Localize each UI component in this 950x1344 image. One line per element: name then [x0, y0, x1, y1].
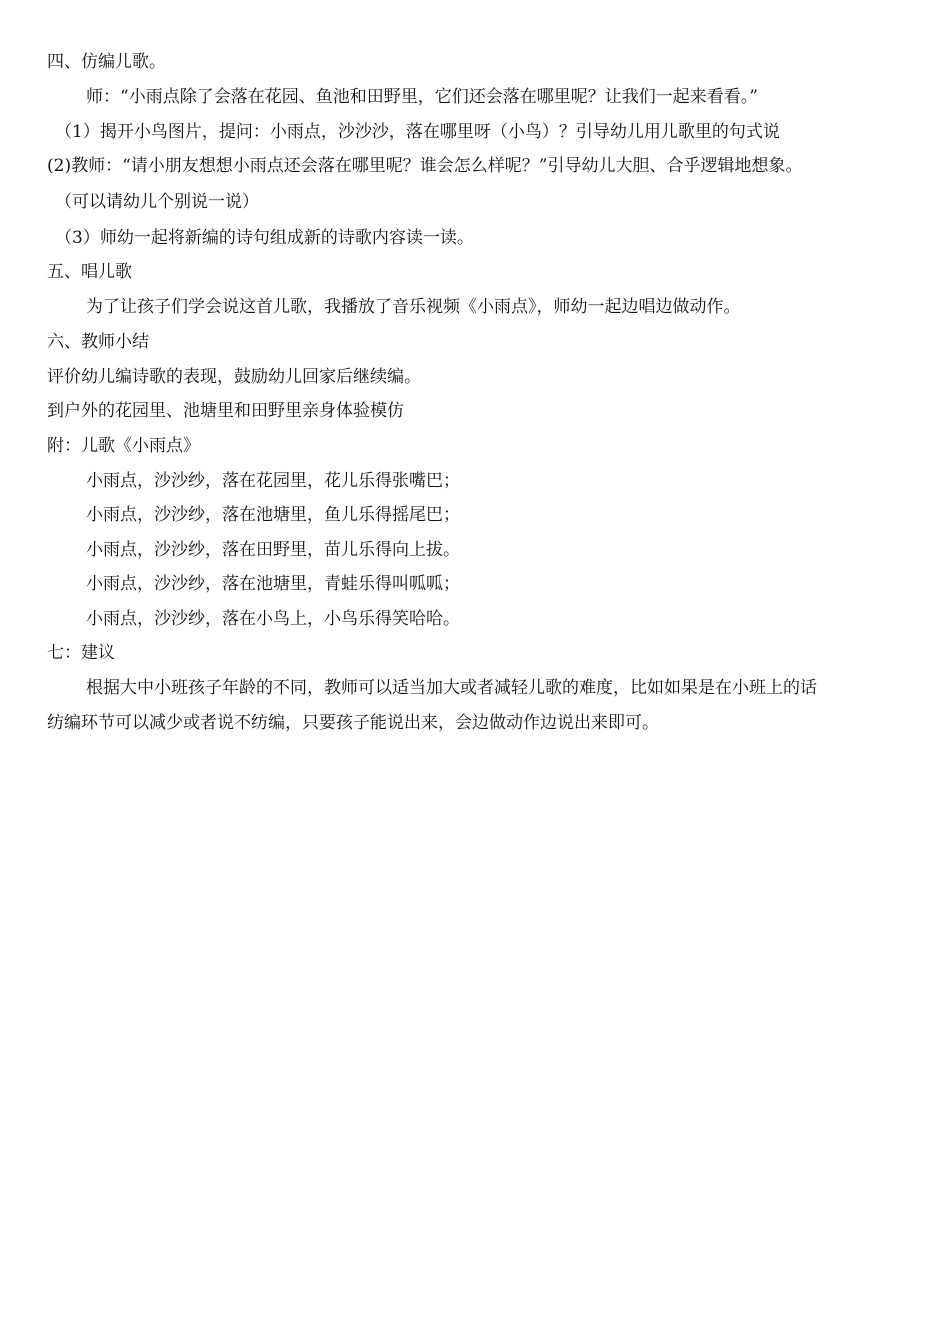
- step-2-note: （可以请幼儿个别说一说）: [55, 192, 259, 212]
- step-3: （3）师幼一起将新编的诗句组成新的诗歌内容读一读。: [55, 228, 474, 248]
- poem-line: 小雨点，沙沙纱，落在池塘里，鱼儿乐得摇尾巴；: [86, 505, 460, 525]
- step-2: (2)教师：“请小朋友想想小雨点还会落在哪里呢？谁会怎么样呢？”引导幼儿大胆、合乎逻辑地想象。: [47, 156, 803, 176]
- sing-paragraph: 为了让孩子们学会说这首儿歌，我播放了音乐视频《小雨点》，师幼一起边唱边做动作。: [86, 297, 741, 317]
- suggestion-line-2: 纺编环节可以减少或者说不纺编，只要孩子能说出来，会边做动作边说出来即可。: [47, 713, 659, 733]
- suggestion-line-1: 根据大中小班孩子年龄的不同，教师可以适当加大或者减轻儿歌的难度，比如如果是在小班上的话: [86, 678, 817, 698]
- step-1: （1）揭开小鸟图片，提问：小雨点，沙沙沙，落在哪里呀（小鸟）？引导幼儿用儿歌里的句式说: [55, 122, 780, 142]
- poem-line: 小雨点，沙沙纱，落在小鸟上，小鸟乐得笑哈哈。: [86, 609, 460, 629]
- appendix-heading: 附：儿歌《小雨点》: [47, 436, 200, 456]
- summary-line-1: 评价幼儿编诗歌的表现，鼓励幼儿回家后继续编。: [47, 367, 421, 387]
- poem-line: 小雨点，沙沙纱，落在田野里，苗儿乐得向上拔。: [86, 540, 460, 560]
- section-heading-4: 四、仿编儿歌。: [47, 52, 166, 72]
- section-heading-5: 五、唱儿歌: [47, 262, 132, 282]
- section-heading-6: 六、教师小结: [47, 332, 149, 352]
- teacher-quote: 师：“小雨点除了会落在花园、鱼池和田野里，它们还会落在哪里呢？让我们一起来看看。”: [86, 87, 758, 107]
- poem-line: 小雨点，沙沙纱，落在花园里，花儿乐得张嘴巴；: [86, 471, 460, 491]
- poem-line: 小雨点，沙沙纱，落在池塘里，青蛙乐得叫呱呱；: [86, 574, 460, 594]
- summary-line-2: 到户外的花园里、池塘里和田野里亲身体验模仿: [47, 401, 404, 421]
- section-heading-7: 七：建议: [47, 643, 115, 663]
